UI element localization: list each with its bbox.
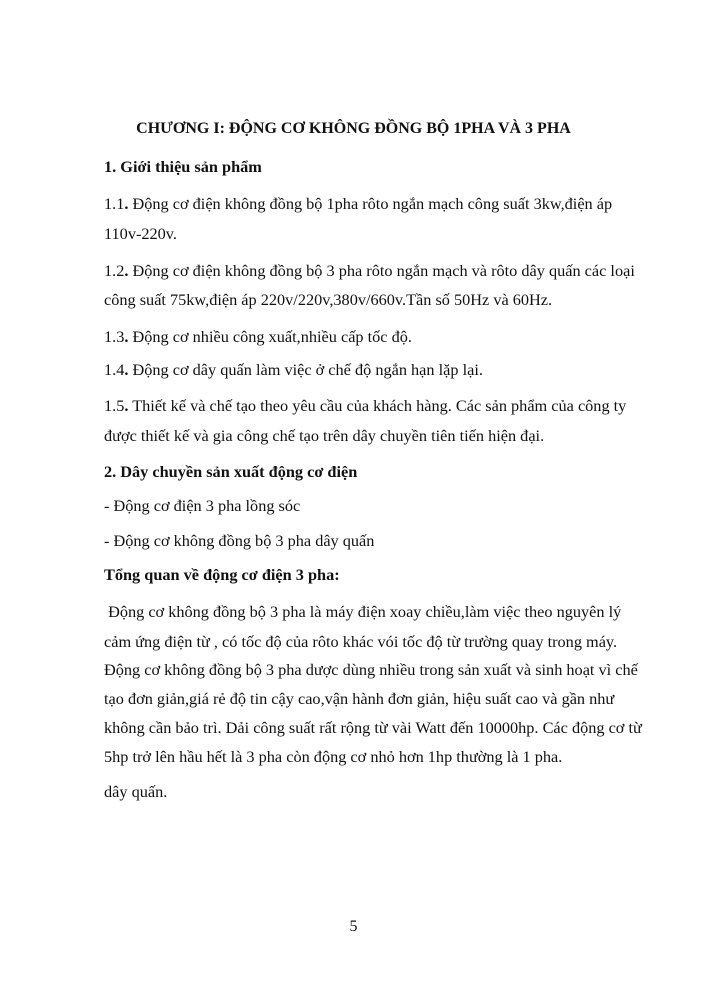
overview-line-5: không cần bảo trì. Dải công suất rất rộng từ vài Watt đến 10000hp. Các động cơ từ bbox=[104, 718, 642, 737]
section-2-heading: 2. Dây chuyền sản xuất động cơ điện bbox=[104, 462, 358, 481]
item-1-1-text: Động cơ điện không đồng bộ 1pha rôto ngắn mạch công suất 3kw,điện áp bbox=[128, 194, 613, 213]
item-1-5-number: 1.5 bbox=[104, 396, 125, 415]
item-1-1-number: 1.1 bbox=[104, 194, 125, 213]
item-1-4-number: 1.4 bbox=[104, 360, 125, 379]
overview-line-2: cảm ứng điện từ , có tốc độ của rôto khác vói tốc độ từ trường quay trong máy. bbox=[104, 632, 618, 651]
item-1-4-text: Động cơ dây quấn làm việc ở chế độ ngắn hạn lặp lại. bbox=[128, 360, 483, 379]
item-1-2-dot: . bbox=[124, 261, 129, 280]
item-1-2-text: Động cơ điện không đồng bộ 3 pha rôto ngắn mạch và rôto dây quấn các loại bbox=[128, 261, 635, 280]
overview-trailing-text: dây quấn. bbox=[104, 782, 168, 801]
item-1-1-line-1 bbox=[104, 194, 612, 214]
chapter-title: CHƯƠNG I: ĐỘNG CƠ KHÔNG ĐỒNG BỘ 1PHA VÀ 3 PHA bbox=[136, 120, 571, 137]
item-1-5-line-1 bbox=[104, 396, 626, 416]
section-2-bullet-1: - Động cơ điện 3 pha lồng sóc bbox=[104, 496, 301, 515]
item-1-2-line-2: công suất 75kw,điện áp 220v/220v,380v/660v.Tần số 50Hz và 60Hz. bbox=[104, 290, 553, 309]
item-1-2-number: 1.2 bbox=[104, 261, 125, 280]
item-1-2-line-1 bbox=[104, 261, 635, 281]
item-1-3-dot: . bbox=[124, 327, 129, 346]
page-number: 5 bbox=[349, 918, 358, 935]
overview-line-6: 5hp trở lên hầu hết là 3 pha còn động cơ nhỏ hơn 1hp thường là 1 pha. bbox=[104, 747, 563, 766]
overview-line-3: Động cơ không đồng bộ 3 pha dược dùng nhiều trong sản xuất và sinh hoạt vì chế bbox=[104, 660, 638, 679]
overview-line-4: tạo đơn giản,giá rẻ độ tin cậy cao,vận hành đơn giản, hiệu suất cao và gần như bbox=[104, 689, 615, 708]
item-1-4-line-1 bbox=[104, 360, 483, 380]
section-1-heading: 1. Giới thiệu sản phẩm bbox=[104, 157, 262, 176]
item-1-3-text: Động cơ nhiều công xuất,nhiều cấp tốc độ. bbox=[128, 327, 412, 346]
item-1-5-text: Thiết kế và chế tạo theo yêu cầu của khách hàng. Các sản phẩm của công ty bbox=[128, 396, 627, 415]
item-1-3-number: 1.3 bbox=[104, 327, 125, 346]
item-1-1-line-2: 110v-220v. bbox=[104, 224, 177, 243]
overview-heading: Tổng quan về động cơ điện 3 pha: bbox=[104, 565, 340, 584]
item-1-5-line-2: được thiết kế và gia công chế tạo trên dây chuyền tiên tiến hiện đại. bbox=[104, 426, 545, 445]
item-1-3-line-1 bbox=[104, 327, 412, 347]
item-1-5-dot: . bbox=[124, 396, 129, 415]
section-2-bullet-2: - Động cơ không đồng bộ 3 pha dây quấn bbox=[104, 531, 375, 550]
overview-line-1: Động cơ không đồng bộ 3 pha là máy điện xoay chiều,làm việc theo nguyên lý bbox=[104, 602, 622, 621]
item-1-4-dot: . bbox=[124, 360, 129, 379]
item-1-1-dot: . bbox=[124, 194, 129, 213]
